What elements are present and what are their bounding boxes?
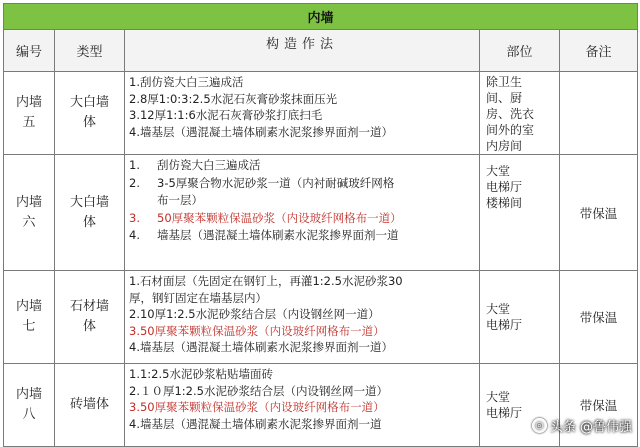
row-method-cell bbox=[125, 271, 480, 364]
row-type-line1: 砖墙体 bbox=[55, 395, 124, 415]
location-line: 内房间 bbox=[486, 138, 559, 154]
method-step: 1. 刮仿瓷大白三遍成活 bbox=[129, 157, 475, 175]
row-location-cell bbox=[480, 72, 560, 155]
toutiao-logo-icon: ◎ bbox=[532, 418, 547, 433]
row-id-line1: 内墙 bbox=[4, 93, 54, 113]
row-type-line1: 石材墙 bbox=[55, 297, 124, 317]
row-id-line2: 六 bbox=[4, 213, 54, 233]
method-step: 4.墙基层（遇混凝土墙体刷素水泥浆掺界面剂一道 bbox=[129, 416, 475, 433]
method-step: 3.12厚1:1:6水泥石灰膏砂浆打底扫毛 bbox=[129, 107, 475, 124]
row-id-line1: 内墙 bbox=[4, 385, 54, 405]
row-note-cell: 带保温 bbox=[560, 271, 638, 364]
row-method-cell bbox=[125, 72, 480, 155]
location-line: 间外的室 bbox=[486, 122, 559, 138]
row-location-cell bbox=[480, 155, 560, 271]
method-step: 2.10厚1:2.5水泥砂浆结合层（内设钢丝网一道） bbox=[129, 306, 475, 323]
location-line: 电梯厅 bbox=[486, 317, 559, 333]
header-id: 编号 bbox=[4, 30, 55, 72]
row-note-cell: 带保温 bbox=[560, 364, 638, 447]
row-type-line2: 体 bbox=[55, 113, 124, 133]
method-step: 1.刮仿瓷大白三遍成活 bbox=[129, 74, 475, 91]
table-title: 内墙 bbox=[4, 4, 638, 30]
header-note: 备注 bbox=[560, 30, 638, 72]
watermark bbox=[532, 416, 632, 435]
table-header-row bbox=[4, 30, 638, 72]
method-step: 4.墙基层（遇混凝土墙体刷素水泥浆掺界面剂一道） bbox=[129, 339, 475, 356]
location-line: 大堂 bbox=[486, 389, 559, 405]
method-step: 2.１０厚1:2.5水泥砂浆结合层（内设钢丝网一道） bbox=[129, 383, 475, 400]
row-type-cell bbox=[55, 271, 125, 364]
row-type-line1: 大白墙 bbox=[55, 193, 124, 213]
location-line: 电梯厅 bbox=[486, 405, 559, 421]
row-id-cell bbox=[4, 271, 55, 364]
location-line: 房、洗衣 bbox=[486, 106, 559, 122]
row-note-cell: 带保温 bbox=[560, 155, 638, 271]
location-line: 间、厨 bbox=[486, 90, 559, 106]
method-step: 1.石材面层（先固定在钢钉上，再灌1:2.5水泥砂浆30 bbox=[129, 273, 475, 290]
row-id-line2: 五 bbox=[4, 113, 54, 133]
location-line: 除卫生 bbox=[486, 74, 559, 90]
row-id-cell bbox=[4, 72, 55, 155]
method-step: 1.1:2.5水泥砂浆粘贴墙面砖 bbox=[129, 366, 475, 383]
watermark-text: 头条 @鲁伟强 bbox=[550, 416, 632, 435]
location-line: 楼梯间 bbox=[486, 195, 559, 211]
method-step: 3.50厚聚苯颗粒保温砂浆（内设玻纤网格布一道） bbox=[129, 399, 475, 416]
row-id-cell bbox=[4, 155, 55, 271]
row-method-cell bbox=[125, 364, 480, 447]
row-note-cell bbox=[560, 72, 638, 155]
header-location: 部位 bbox=[480, 30, 560, 72]
row-type-cell bbox=[55, 72, 125, 155]
row-type-line2: 体 bbox=[55, 317, 124, 337]
method-step: 2. 3-5厚聚合物水泥砂浆一道（内衬耐碱玻纤网格 bbox=[129, 175, 475, 193]
row-type-cell bbox=[55, 364, 125, 447]
row-id-cell bbox=[4, 364, 55, 447]
table-row bbox=[4, 271, 638, 364]
row-location-cell bbox=[480, 271, 560, 364]
row-type-line1: 大白墙 bbox=[55, 93, 124, 113]
table-row bbox=[4, 72, 638, 155]
method-step: 4. 墙基层（遇混凝土墙体刷素水泥浆掺界面剂一道 bbox=[129, 227, 475, 245]
row-type-cell bbox=[55, 155, 125, 271]
location-line: 电梯厅 bbox=[486, 179, 559, 195]
method-step: 3. 50厚聚苯颗粒保温砂浆（内设玻纤网格布一道） bbox=[129, 210, 475, 228]
method-step: 2.8厚1:0:3:2.5水泥石灰膏砂浆抹面压光 bbox=[129, 91, 475, 108]
header-type: 类型 bbox=[55, 30, 125, 72]
table-row bbox=[4, 155, 638, 271]
row-id-line2: 八 bbox=[4, 405, 54, 425]
method-step: 厚，钢钉固定在墙基层内） bbox=[129, 290, 475, 307]
table-title-row bbox=[4, 4, 638, 30]
row-type-line2: 体 bbox=[55, 213, 124, 233]
row-id-line1: 内墙 bbox=[4, 297, 54, 317]
construction-spec-table bbox=[3, 3, 638, 447]
method-step: 3.50厚聚苯颗粒保温砂浆（内设玻纤网格布一道） bbox=[129, 323, 475, 340]
location-line: 大堂 bbox=[486, 301, 559, 317]
location-line: 大堂 bbox=[486, 163, 559, 179]
method-step: 布一层） bbox=[129, 192, 475, 210]
row-id-line2: 七 bbox=[4, 317, 54, 337]
row-id-line1: 内墙 bbox=[4, 193, 54, 213]
header-method: 构造作法 bbox=[125, 30, 480, 72]
method-step: 4.墙基层（遇混凝土墙体刷素水泥浆掺界面剂一道） bbox=[129, 124, 475, 141]
row-method-cell bbox=[125, 155, 480, 271]
